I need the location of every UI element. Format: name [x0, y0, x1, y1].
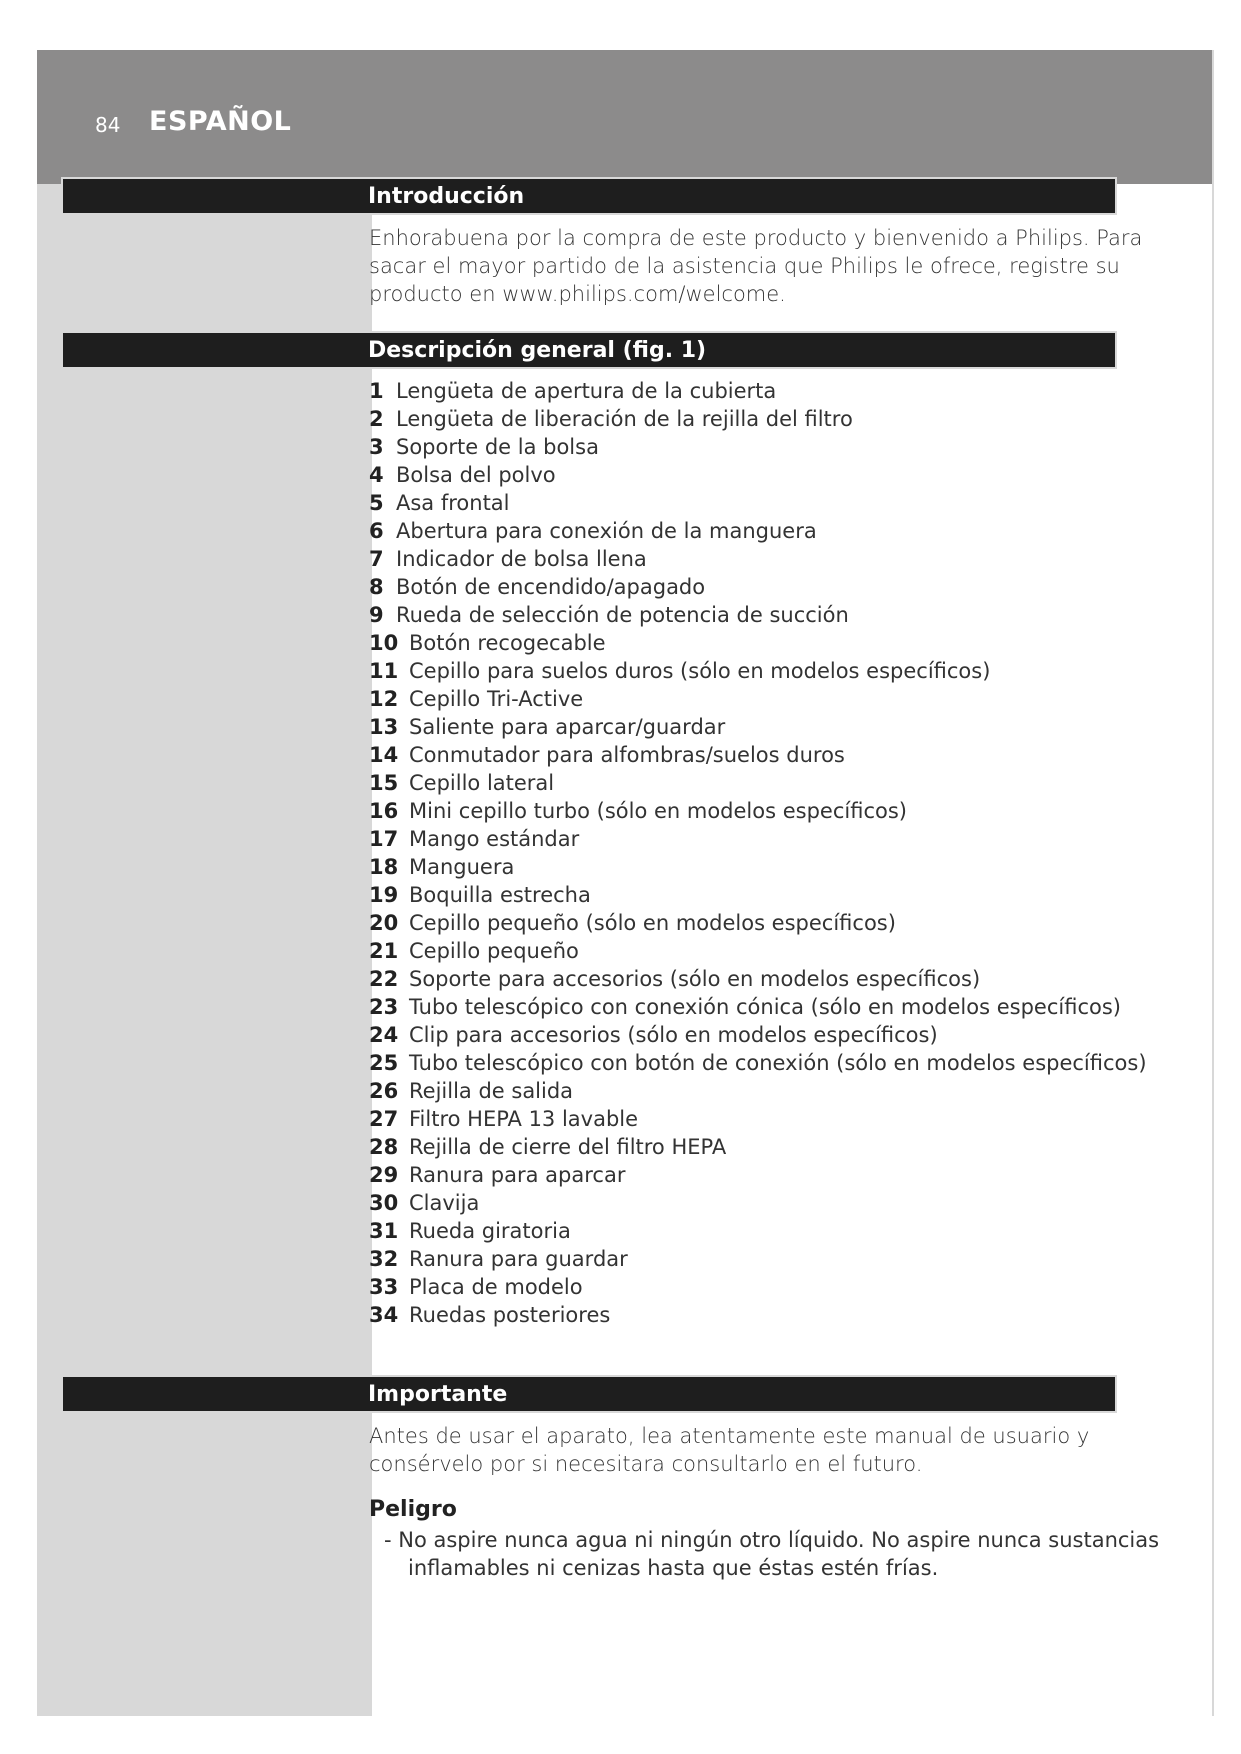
list-item — [369, 1161, 1159, 1189]
item-text: Botón recogecable — [409, 631, 606, 655]
item-number: 3 — [369, 435, 384, 459]
section-title-intro: Introducción — [368, 184, 525, 209]
item-text: Tubo telescópico con botón de conexión (sólo en modelos específicos) — [409, 1051, 1147, 1075]
section-title-important: Importante — [368, 1382, 508, 1407]
item-number: 32 — [369, 1247, 399, 1271]
item-text: Cepillo pequeño (sólo en modelos específicos) — [409, 911, 896, 935]
page-header — [37, 50, 1212, 184]
section-title-overview: Descripción general (fig. 1) — [368, 338, 707, 363]
item-number: 19 — [369, 883, 399, 907]
item-number: 28 — [369, 1135, 399, 1159]
language-title: ESPAÑOL — [149, 106, 292, 137]
item-text: Clavija — [409, 1191, 480, 1215]
item-number: 13 — [369, 715, 399, 739]
intro-paragraph: Enhorabuena por la compra de este producto y bienvenido a Philips. Para sacar el mayor partido de la asistencia que Philips le ofrece, registre su producto en www.philips.com/welcome. — [369, 226, 1143, 306]
list-item — [369, 853, 1159, 881]
item-text: Placa de modelo — [409, 1275, 583, 1299]
list-item — [369, 377, 1159, 405]
item-text: Rejilla de salida — [409, 1079, 574, 1103]
item-number: 34 — [369, 1303, 399, 1327]
list-item — [369, 489, 1159, 517]
item-text: Saliente para aparcar/guardar — [409, 715, 726, 739]
item-number: 12 — [369, 687, 399, 711]
list-item — [369, 461, 1159, 489]
list-item — [369, 713, 1159, 741]
item-text: Conmutador para alfombras/suelos duros — [409, 743, 845, 767]
item-text: Manguera — [409, 855, 515, 879]
item-text: Rejilla de cierre del filtro HEPA — [409, 1135, 727, 1159]
item-text: Cepillo para suelos duros (sólo en modelos específicos) — [409, 659, 991, 683]
list-item — [369, 769, 1159, 797]
list-item — [369, 629, 1159, 657]
item-number: 6 — [369, 519, 384, 543]
item-number: 27 — [369, 1107, 399, 1131]
item-number: 29 — [369, 1163, 399, 1187]
item-number: 20 — [369, 911, 399, 935]
list-item — [369, 1049, 1159, 1077]
list-item — [369, 1189, 1159, 1217]
item-text: Mini cepillo turbo (sólo en modelos específicos) — [409, 799, 907, 823]
item-text: Cepillo pequeño — [409, 939, 579, 963]
section-header-overview — [61, 331, 1117, 369]
item-text: Boquilla estrecha — [409, 883, 591, 907]
item-number: 26 — [369, 1079, 399, 1103]
item-number: 5 — [369, 491, 384, 515]
page-number: 84 — [95, 113, 121, 137]
list-item — [369, 993, 1159, 1021]
item-text: Bolsa del polvo — [396, 463, 556, 487]
item-number: 21 — [369, 939, 399, 963]
list-item — [369, 517, 1159, 545]
item-text: Tubo telescópico con conexión cónica (sólo en modelos específicos) — [409, 995, 1121, 1019]
list-item — [369, 741, 1159, 769]
list-item — [369, 545, 1159, 573]
list-item — [369, 573, 1159, 601]
item-number: 23 — [369, 995, 399, 1019]
item-number: 14 — [369, 743, 399, 767]
item-number: 30 — [369, 1191, 399, 1215]
item-text: Filtro HEPA 13 lavable — [409, 1107, 639, 1131]
list-item — [369, 657, 1159, 685]
item-text: Clip para accesorios (sólo en modelos específicos) — [409, 1023, 938, 1047]
list-item — [369, 405, 1159, 433]
item-text: Rueda de selección de potencia de succión — [396, 603, 849, 627]
item-number: 25 — [369, 1051, 399, 1075]
item-number: 7 — [369, 547, 384, 571]
list-item — [369, 433, 1159, 461]
list-item — [369, 1133, 1159, 1161]
item-number: 2 — [369, 407, 384, 431]
item-text: Lengüeta de apertura de la cubierta — [396, 379, 777, 403]
item-number: 18 — [369, 855, 399, 879]
section-header-intro — [61, 177, 1117, 215]
item-text: Cepillo Tri-Active — [409, 687, 584, 711]
item-text: Ranura para aparcar — [409, 1163, 626, 1187]
section-header-important — [61, 1375, 1117, 1413]
item-number: 24 — [369, 1023, 399, 1047]
item-text: Soporte de la bolsa — [396, 435, 599, 459]
item-text: Lengüeta de liberación de la rejilla del filtro — [396, 407, 853, 431]
item-number: 33 — [369, 1275, 399, 1299]
item-number: 4 — [369, 463, 384, 487]
item-text: Cepillo lateral — [409, 771, 555, 795]
item-number: 8 — [369, 575, 384, 599]
list-item — [369, 1217, 1159, 1245]
side-margin-column — [37, 184, 372, 1716]
item-number: 9 — [369, 603, 384, 627]
item-text: Asa frontal — [396, 491, 510, 515]
item-number: 22 — [369, 967, 399, 991]
danger-bullet: - No aspire nunca agua ni ningún otro líquido. No aspire nunca sustancias inflamables ni cenizas hasta que éstas estén frías. — [384, 1528, 1160, 1580]
item-text: Botón de encendido/apagado — [396, 575, 706, 599]
list-item — [369, 1077, 1159, 1105]
important-paragraph: Antes de usar el aparato, lea atentamente este manual de usuario y consérvelo por si necesitara consultarlo en el futuro. — [369, 1424, 1090, 1476]
item-number: 17 — [369, 827, 399, 851]
list-item — [369, 797, 1159, 825]
list-item — [369, 601, 1159, 629]
list-item — [369, 1273, 1159, 1301]
list-item — [369, 825, 1159, 853]
list-item — [369, 881, 1159, 909]
item-text: Indicador de bolsa llena — [396, 547, 647, 571]
list-item — [369, 685, 1159, 713]
list-item — [369, 1245, 1159, 1273]
item-text: Mango estándar — [409, 827, 580, 851]
item-text: Abertura para conexión de la manguera — [396, 519, 817, 543]
parts-list — [369, 377, 1159, 1329]
danger-heading: Peligro — [369, 1497, 457, 1522]
list-item — [369, 965, 1159, 993]
list-item — [369, 1301, 1159, 1329]
item-text: Soporte para accesorios (sólo en modelos específicos) — [409, 967, 981, 991]
list-item — [369, 909, 1159, 937]
item-text: Ranura para guardar — [409, 1247, 628, 1271]
item-number: 16 — [369, 799, 399, 823]
item-text: Rueda giratoria — [409, 1219, 571, 1243]
list-item — [369, 1021, 1159, 1049]
item-number: 15 — [369, 771, 399, 795]
item-number: 1 — [369, 379, 384, 403]
item-text: Ruedas posteriores — [409, 1303, 611, 1327]
item-number: 31 — [369, 1219, 399, 1243]
list-item — [369, 1105, 1159, 1133]
item-number: 10 — [369, 631, 399, 655]
item-number: 11 — [369, 659, 399, 683]
list-item — [369, 937, 1159, 965]
